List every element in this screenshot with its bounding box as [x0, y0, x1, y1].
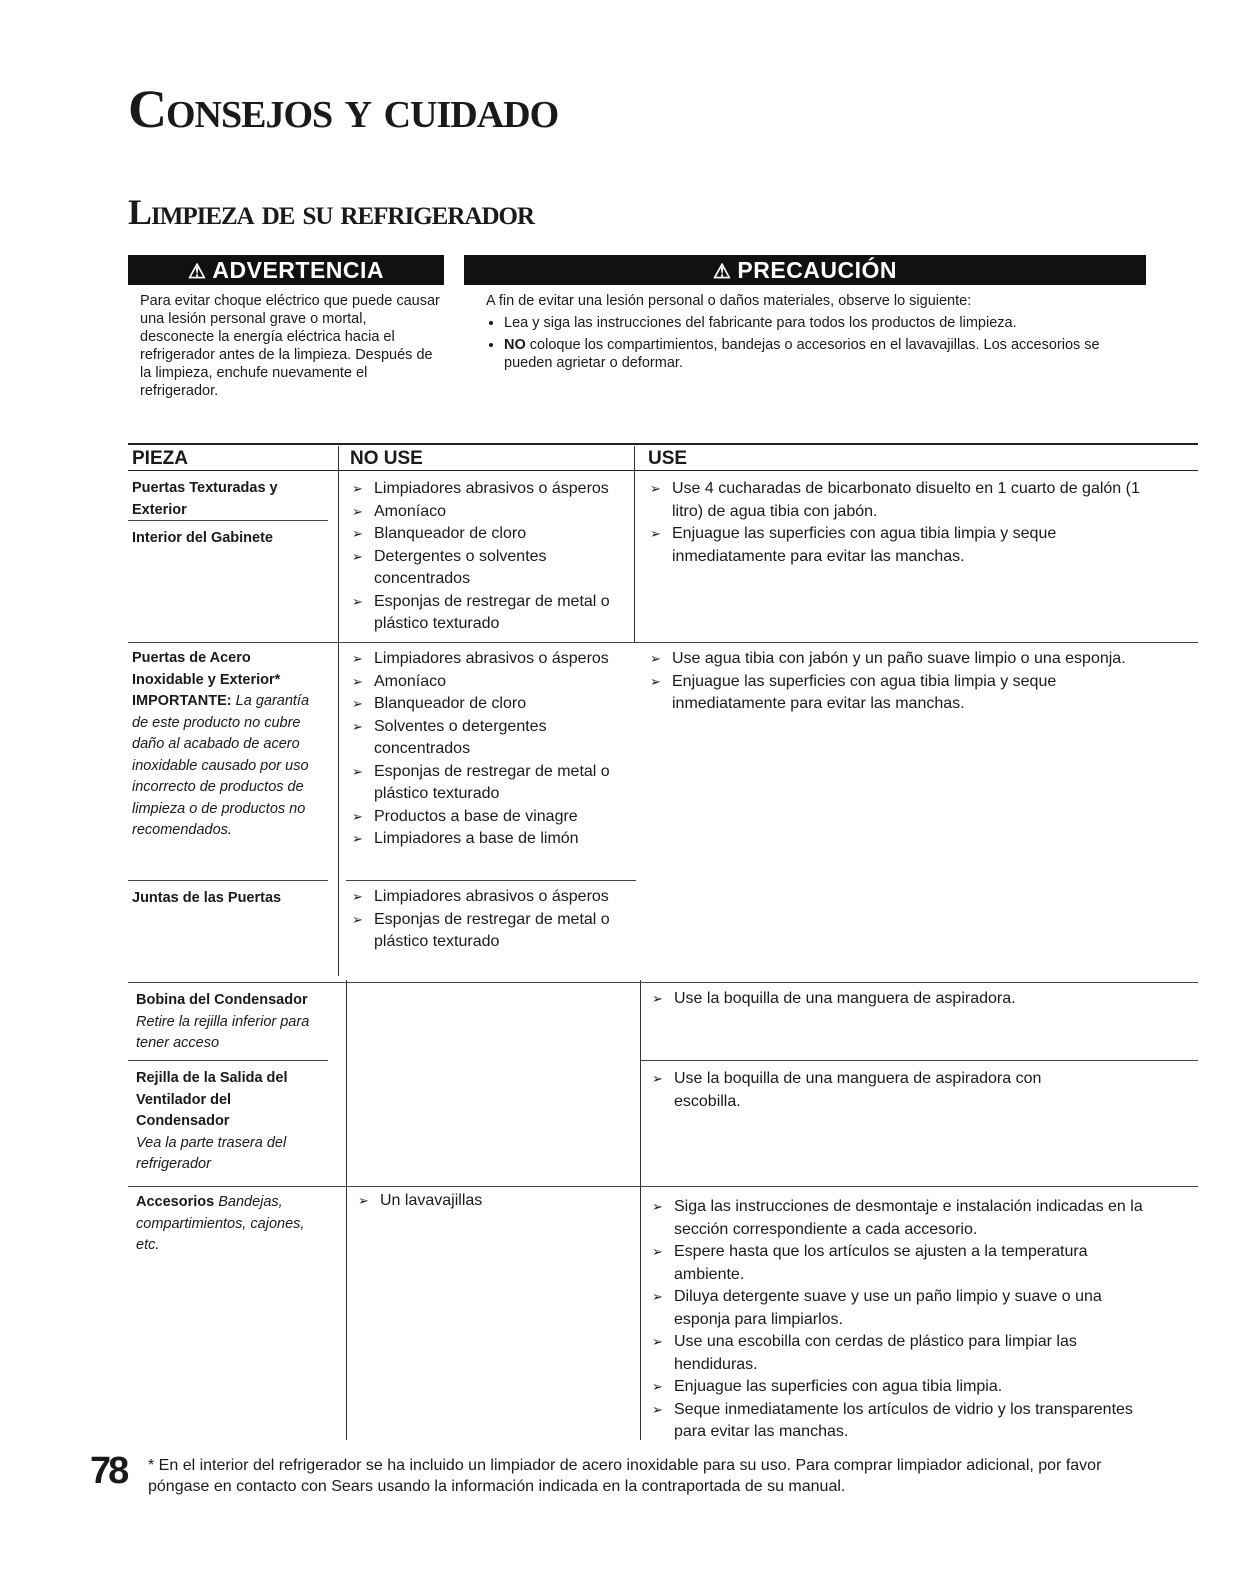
- pieza-name: Rejilla de la Salida del Ventilador del Condensador: [136, 1070, 288, 1129]
- caution-triangle-icon: ⚠: [712, 261, 732, 283]
- table-cell-no-use: [358, 1190, 628, 1213]
- pieza-name: Juntas de las Puertas: [132, 890, 282, 906]
- table-cell-use: [652, 1196, 1146, 1444]
- list-item: ➢ Limpiadores a base de limón: [352, 828, 626, 851]
- pieza-name: Accesorios: [136, 1194, 215, 1210]
- list-item: ➢ Esponjas de restregar de metal o plástico texturado: [352, 761, 626, 806]
- col-divider: [338, 446, 339, 976]
- table-cell-pieza: [136, 1068, 326, 1176]
- list-item: ➢ Use agua tibia con jabón y un paño suave limpio o una esponja.: [650, 648, 1140, 671]
- caution-banner: [464, 255, 1146, 285]
- table-cell-pieza: [136, 990, 326, 1055]
- row-rule: [640, 1060, 1198, 1061]
- list-item: ➢ Amoníaco: [352, 501, 626, 524]
- list-item: ➢ Use una escobilla con cerdas de plástico para limpiar las hendiduras.: [652, 1331, 1146, 1376]
- header-rule: [128, 470, 1198, 471]
- table-cell-no-use: [352, 886, 626, 954]
- caution-label: PRECAUCIÓN: [737, 257, 898, 283]
- table-cell-pieza: [132, 528, 322, 550]
- caution-bold: NO: [504, 337, 526, 353]
- footnote: * En el interior del refrigerador se ha incluido un limpiador de acero inoxidable para su uso. Para comprar limpiador adicional, por favor póngase en contacto con Sears usando la información indicada en la contraportada de su manual.: [148, 1457, 1102, 1495]
- list-item: ➢ Siga las instrucciones de desmontaje e instalación indicadas en la sección correspondiente a cada accesorio.: [652, 1196, 1146, 1241]
- pieza-name: Puertas de Acero Inoxidable y Exterior*: [132, 650, 281, 688]
- list-item: ➢ Limpiadores abrasivos o ásperos: [352, 886, 626, 909]
- table-cell-pieza: [136, 1192, 326, 1257]
- list-item: ➢ Enjuague las superficies con agua tibia limpia y seque inmediatamente para evitar las manchas.: [650, 671, 1140, 716]
- warning-triangle-icon: ⚠: [187, 261, 207, 283]
- table-cell-use: [650, 478, 1140, 568]
- column-header-no-use: NO USE: [350, 448, 423, 469]
- list-item: ➢ Use la boquilla de una manguera de aspiradora.: [652, 988, 1142, 1011]
- warning-text: Para evitar choque eléctrico que puede causar una lesión personal grave o mortal, desconecte la energía eléctrica hacia el refrigerador antes de la limpieza. Después de la limpieza, enchufe nuevamente el refrigerador.: [140, 293, 440, 399]
- pieza-name: Bobina del Condensador: [136, 992, 308, 1008]
- list-item: ➢ Diluya detergente suave y use un paño limpio y suave o una esponja para limpiarlos.: [652, 1286, 1146, 1331]
- caution-intro: A fin de evitar una lesión personal o daños materiales, observe lo siguiente:: [486, 293, 972, 309]
- table-cell-use: [652, 1068, 1102, 1113]
- table-cell-pieza: [132, 888, 322, 910]
- warning-banner: [128, 255, 444, 285]
- list-item: ➢ Enjuague las superficies con agua tibia limpia.: [652, 1376, 1146, 1399]
- row-rule: [128, 1186, 1198, 1187]
- row-rule: [128, 982, 1198, 983]
- pieza-note: Retire la rejilla inferior para tener acceso: [136, 1013, 310, 1051]
- table-cell-use: [652, 988, 1142, 1011]
- table-cell-pieza: [132, 478, 322, 521]
- list-item: ➢ Use la boquilla de una manguera de aspiradora con escobilla.: [652, 1068, 1102, 1113]
- caution-item: [504, 336, 1146, 372]
- list-item: ➢ Esponjas de restregar de metal o plástico texturado: [352, 591, 626, 636]
- list-item: ➢ Limpiadores abrasivos o ásperos: [352, 478, 626, 501]
- list-item: ➢ Esponjas de restregar de metal o plástico texturado: [352, 909, 626, 954]
- column-header-pieza: PIEZA: [132, 448, 188, 469]
- row-rule: [128, 1060, 328, 1061]
- page-title: Consejos y cuidado: [128, 79, 559, 139]
- row-rule: [346, 880, 636, 881]
- list-item: ➢ Blanqueador de cloro: [352, 523, 626, 546]
- col-divider: [634, 446, 635, 642]
- col-divider: [640, 980, 641, 1440]
- list-item: ➢ Seque inmediatamente los artículos de vidrio y los transparentes para evitar las manchas.: [652, 1399, 1146, 1444]
- warning-label: ADVERTENCIA: [212, 257, 385, 283]
- pieza-important: IMPORTANTE:: [132, 693, 232, 709]
- column-header-use: USE: [648, 448, 688, 469]
- page-number: 78: [90, 1450, 127, 1492]
- list-item: ➢ Detergentes o solventes concentrados: [352, 546, 626, 591]
- row-rule: [128, 880, 328, 881]
- table-top-rule: [128, 443, 1198, 445]
- section-title: Limpieza de su refrigerador: [128, 192, 534, 232]
- caution-text: [486, 292, 1146, 376]
- list-item: ➢ Productos a base de vinagre: [352, 806, 626, 829]
- row-rule: [128, 642, 1198, 643]
- pieza-note: Vea la parte trasera del refrigerador: [136, 1134, 287, 1172]
- pieza-note: Bandejas, compartimientos, cajones, etc.: [136, 1194, 305, 1253]
- list-item: ➢ Amoníaco: [352, 671, 626, 694]
- list-item: ➢ Espere hasta que los artículos se ajusten a la temperatura ambiente.: [652, 1241, 1146, 1286]
- pieza-note: La garantía de este producto no cubre daño al acabado de acero inoxidable causado por uso incorrecto de productos de limpieza o de productos no recomendados.: [132, 693, 310, 838]
- col-divider: [346, 980, 347, 1440]
- list-item: ➢ Solventes o detergentes concentrados: [352, 716, 626, 761]
- list-item: ➢ Use 4 cucharadas de bicarbonato disuelto en 1 cuarto de galón (1 litro) de agua tibia con jabón.: [650, 478, 1140, 523]
- table-cell-pieza: [132, 648, 322, 842]
- caution-item: • Lea y siga las instrucciones del fabricante para todos los productos de limpieza.: [504, 314, 1146, 332]
- table-cell-no-use: [352, 648, 626, 851]
- table-cell-no-use: [352, 478, 626, 636]
- list-item: ➢ Blanqueador de cloro: [352, 693, 626, 716]
- list-item: ➢ Enjuague las superficies con agua tibia limpia y seque inmediatamente para evitar las manchas.: [650, 523, 1140, 568]
- pieza-name: Interior del Gabinete: [132, 530, 273, 546]
- list-item: ➢ Un lavavajillas: [358, 1190, 628, 1213]
- list-item: ➢ Limpiadores abrasivos o ásperos: [352, 648, 626, 671]
- caution-item-text: coloque los compartimientos, bandejas o accesorios en el lavavajillas. Los accesorios se pueden agrietar o deformar.: [504, 337, 1100, 371]
- pieza-name: Puertas Texturadas y Exterior: [132, 480, 278, 518]
- table-cell-use: [650, 648, 1140, 716]
